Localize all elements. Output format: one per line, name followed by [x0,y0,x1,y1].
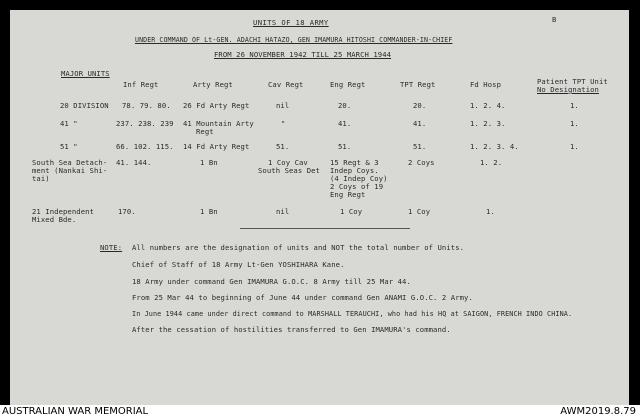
row-tpt: 20. [413,101,427,110]
header-tpt-regt: TPT Regt [400,80,436,89]
row-unit-cont: Mixed Bde. [32,215,77,224]
row-inf: 170. [118,207,136,216]
row-patient: 1. [570,142,579,151]
row-cav: 51. [276,142,290,151]
row-patient: 1. [570,101,579,110]
row-hosp: 1. 2. 4. [470,101,506,110]
header-cav-regt: Cav Regt [268,80,304,89]
row-unit-cont: tai) [32,174,50,183]
row-eng-cont: (4 Indep Coy) [330,174,388,183]
header-patient-tpt: Patient TPT Unit [537,77,608,86]
row-cav: nil [276,101,290,110]
row-tpt: 41. [413,119,427,128]
header-fd-hosp: Fd Hosp [470,80,501,89]
row-inf: 78. 79. 80. [122,101,171,110]
row-eng: 41. [338,119,352,128]
row-arty-cont: Regt [196,127,214,136]
row-patient: 1. [570,119,579,128]
row-eng-cont: 2 Coys of 19 [330,182,384,191]
row-eng: 51. [338,142,352,151]
header-eng-regt: Eng Regt [330,80,366,89]
row-eng: 1 Coy [340,207,363,216]
row-cav-cont: South Seas Det [258,166,320,175]
row-cav: " [281,119,286,128]
row-unit: South Sea Detach- [32,158,108,167]
page-mark: B [552,15,557,24]
row-eng-cont: Indep Coys. [330,166,379,175]
row-inf: 237. 238. 239 [116,119,174,128]
document-title: UNITS OF 18 ARMY [253,18,329,27]
note-line: All numbers are the designation of units and NOT the total number of Units. [132,243,465,252]
note-label: NOTE: [100,243,123,252]
document-subtitle: UNDER COMMAND OF Lt-GEN. ADACHI HATAZO, GEN IMAMURA HITOSHI COMMANDER-IN-CHIEF [135,36,453,44]
row-tpt: 2 Coys [408,158,435,167]
footer-accession-number: AWM2019.8.79 [560,406,636,417]
header-no-designation: No Designation [537,85,599,94]
row-cav: nil [276,207,290,216]
row-hosp: 1. [486,207,495,216]
row-arty: 1 Bn [200,207,218,216]
row-inf: 66. 102. 115. [116,142,174,151]
row-eng-cont: Eng Regt [330,190,366,199]
row-unit: 20 DIVISION [60,101,109,110]
note-line: In June 1944 came under direct command to MARSHALL TERAUCHI, who had his HQ at SAIGON, FRENCH INDO CHINA. [132,310,573,318]
row-tpt: 51. [413,142,427,151]
footer-bar [0,405,640,419]
row-unit: 21 Independent [32,207,94,216]
footer-credit: AUSTRALIAN WAR MEMORIAL [2,406,149,417]
document-date-range: FROM 26 NOVEMBER 1942 TILL 25 MARCH 1944 [214,50,392,59]
note-line: After the cessation of hostilities transferred to Gen IMAMURA's command. [132,325,451,334]
row-arty: 14 Fd Arty Regt [183,142,250,151]
row-arty: 41 Mountain Arty [183,119,254,128]
note-line: 18 Army under command Gen IMAMURA G.O.C. 8 Army till 25 Mar 44. [132,277,411,286]
header-major-units: MAJOR UNITS [61,69,110,78]
row-arty: 1 Bn [200,158,218,167]
row-unit-cont: ment (Nankai Shi- [32,166,108,175]
row-tpt: 1 Coy [408,207,431,216]
header-arty-regt: Arty Regt [193,80,233,89]
row-hosp: 1. 2. 3. [470,119,506,128]
note-line: Chief of Staff of 18 Army Lt-Gen YOSHIHARA Kane. [132,260,345,269]
note-line: From 25 Mar 44 to beginning of June 44 under command Gen ANAMI G.O.C. 2 Army. [132,293,473,302]
row-hosp: 1. 2. 3. 4. [470,142,519,151]
row-eng: 20. [338,101,352,110]
row-arty: 26 Fd Arty Regt [183,101,250,110]
header-inf-regt: Inf Regt [123,80,159,89]
divider-rule [240,228,410,229]
row-unit: 51 " [60,142,78,151]
row-unit: 41 " [60,119,78,128]
row-cav: 1 Coy Cav [268,158,308,167]
row-inf: 41. 144. [116,158,152,167]
row-hosp: 1. 2. [480,158,503,167]
row-eng: 15 Regt & 3 [330,158,379,167]
